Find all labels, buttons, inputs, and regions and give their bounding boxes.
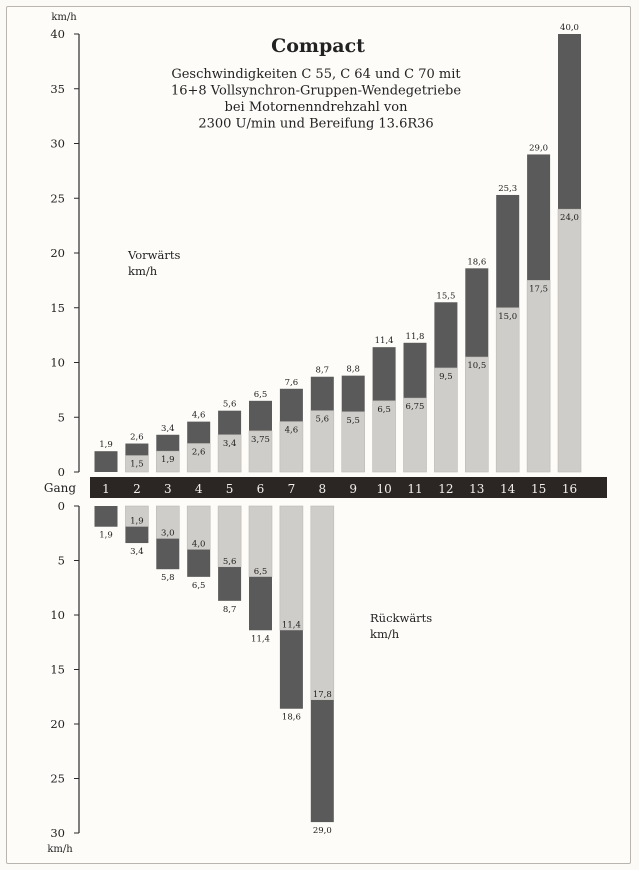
forward-high-label: 8,8 (346, 364, 360, 375)
reverse-tick-label: 0 (57, 499, 65, 513)
reverse-bar-high (156, 539, 179, 570)
reverse-low-label: 11,4 (281, 620, 301, 631)
unit-label-bottom: km/h (47, 844, 73, 855)
forward-high-label: 40,0 (560, 23, 579, 33)
forward-tick-label: 40 (50, 27, 65, 41)
forward-low-label: 24,0 (560, 213, 579, 224)
gear-number: 15 (530, 482, 547, 496)
forward-low-label: 1,9 (161, 455, 175, 466)
forward-high-label: 29,0 (529, 143, 549, 154)
forward-low-label: 6,75 (405, 402, 425, 413)
reverse-label: Rückwärts (370, 611, 433, 625)
gear-number: 16 (561, 482, 578, 496)
forward-bar-low (465, 357, 488, 472)
gear-number: 10 (376, 482, 392, 496)
forward-low-label: 17,5 (529, 284, 549, 295)
forward-tick-label: 25 (50, 191, 65, 206)
forward-bar-high (527, 154, 550, 280)
forward-low-label: 2,6 (191, 447, 206, 458)
reverse-bar-low (280, 506, 303, 630)
forward-high-label: 15,5 (436, 291, 456, 302)
reverse-bar-low (311, 506, 334, 700)
forward-bar-high (558, 34, 581, 209)
reverse-high-label: 5,8 (161, 573, 175, 584)
forward-bar-high (373, 347, 396, 401)
forward-low-label: 10,5 (467, 361, 487, 372)
gear-number: 14 (500, 482, 516, 496)
gear-number: 9 (349, 482, 358, 496)
chart-subtitle-line: Geschwindigkeiten C 55, C 64 und C 70 mit (171, 67, 461, 82)
forward-high-label: 6,5 (253, 389, 268, 400)
forward-high-label: 4,6 (191, 410, 206, 421)
forward-low-label: 3,4 (222, 438, 237, 449)
forward-low-label: 6,5 (377, 404, 391, 415)
reverse-high-label: 6,5 (191, 580, 206, 591)
reverse-high-label: 11,4 (251, 634, 270, 645)
forward-bar-high (125, 444, 148, 456)
reverse-low-label: 1,9 (130, 516, 144, 527)
gang-label: Gang (43, 481, 77, 495)
reverse-tick-label: 20 (50, 717, 65, 731)
reverse-unit-label: km/h (370, 627, 400, 641)
forward-tick-label: 30 (50, 136, 65, 151)
reverse-bar-high (95, 506, 118, 527)
gear-number: 6 (256, 482, 265, 496)
forward-low-label: 3,75 (251, 434, 270, 445)
forward-bar-high (249, 401, 272, 431)
chart-subtitle-line: 16+8 Vollsynchron-Gruppen-Wendegetriebe (170, 83, 462, 99)
forward-tick-label: 20 (50, 246, 65, 260)
reverse-tick-label: 5 (57, 553, 65, 568)
reverse-bar-high (125, 527, 148, 543)
chart-subtitle-line: bei Motornenndrehzahl von (224, 100, 408, 115)
forward-bar-high (311, 377, 334, 411)
gear-number: 5 (225, 482, 234, 496)
forward-unit-label: km/h (128, 264, 158, 278)
forward-high-label: 2,6 (130, 432, 144, 443)
forward-bar-high (404, 343, 427, 398)
forward-bar-high (187, 422, 210, 444)
reverse-low-label: 6,5 (253, 566, 268, 577)
gear-number: 4 (194, 482, 203, 496)
forward-tick-label: 35 (50, 81, 65, 96)
reverse-tick-label: 25 (50, 771, 65, 786)
reverse-high-label: 29,0 (312, 826, 332, 837)
reverse-low-label: 4,0 (191, 539, 206, 550)
forward-high-label: 18,6 (467, 257, 487, 268)
gear-number: 8 (318, 482, 327, 496)
forward-high-label: 3,4 (161, 423, 175, 434)
gear-number: 3 (163, 482, 172, 496)
gear-number: 2 (133, 482, 141, 496)
forward-label: Vorwärts (128, 248, 181, 262)
forward-high-label: 25,3 (498, 183, 518, 194)
forward-tick-label: 5 (57, 410, 65, 425)
forward-high-label: 1,9 (99, 440, 113, 451)
forward-tick-label: 15 (50, 300, 65, 315)
reverse-tick-label: 10 (50, 608, 65, 622)
forward-low-label: 4,6 (284, 425, 299, 436)
forward-bar-high (95, 451, 118, 472)
reverse-bar-high (218, 567, 241, 601)
forward-bar-low (527, 280, 550, 472)
forward-tick-label: 10 (50, 355, 65, 370)
reverse-bar-high (249, 577, 272, 630)
reverse-low-label: 3,0 (161, 528, 175, 539)
forward-bar-high (218, 411, 241, 435)
forward-low-label: 9,5 (439, 371, 453, 382)
reverse-bar-high (311, 700, 334, 822)
chart-title: Compact (271, 35, 365, 57)
forward-bar-high (496, 195, 519, 308)
forward-bar-high (342, 376, 365, 412)
forward-tick-label: 0 (57, 465, 65, 479)
reverse-high-label: 3,4 (130, 547, 144, 558)
forward-bar-high (280, 389, 303, 422)
forward-bar-low (558, 209, 581, 472)
reverse-high-label: 18,6 (281, 712, 301, 723)
forward-bar-high (156, 435, 179, 451)
forward-high-label: 5,6 (222, 399, 237, 410)
reverse-bar-high (187, 550, 210, 577)
forward-bar-high (434, 302, 457, 368)
reverse-tick-label: 30 (50, 826, 65, 840)
gear-number: 12 (438, 482, 454, 496)
forward-high-label: 11,8 (405, 331, 425, 342)
reverse-high-label: 8,7 (222, 604, 237, 615)
forward-bar-low (496, 308, 519, 472)
gear-number: 7 (287, 482, 296, 496)
forward-high-label: 8,7 (315, 365, 330, 376)
reverse-low-label: 5,6 (222, 557, 237, 568)
reverse-low-label: 1,9 (99, 530, 113, 541)
reverse-tick-label: 15 (50, 662, 65, 677)
forward-low-label: 5,6 (315, 414, 330, 425)
forward-high-label: 7,6 (284, 377, 299, 388)
chart-subtitle-line: 2300 U/min und Bereifung 13.6R36 (198, 116, 434, 132)
gear-number: 1 (102, 482, 110, 496)
forward-bar-low (434, 368, 457, 472)
gear-number: 11 (407, 482, 423, 496)
forward-bar-high (465, 268, 488, 357)
forward-high-label: 11,4 (374, 336, 394, 347)
forward-low-label: 5,5 (346, 415, 360, 426)
reverse-low-label: 17,8 (312, 690, 332, 701)
gear-number: 13 (469, 482, 485, 496)
reverse-bar-high (280, 630, 303, 708)
forward-low-label: 1,5 (130, 459, 144, 470)
unit-label-top: km/h (51, 12, 77, 23)
forward-low-label: 15,0 (498, 311, 518, 322)
